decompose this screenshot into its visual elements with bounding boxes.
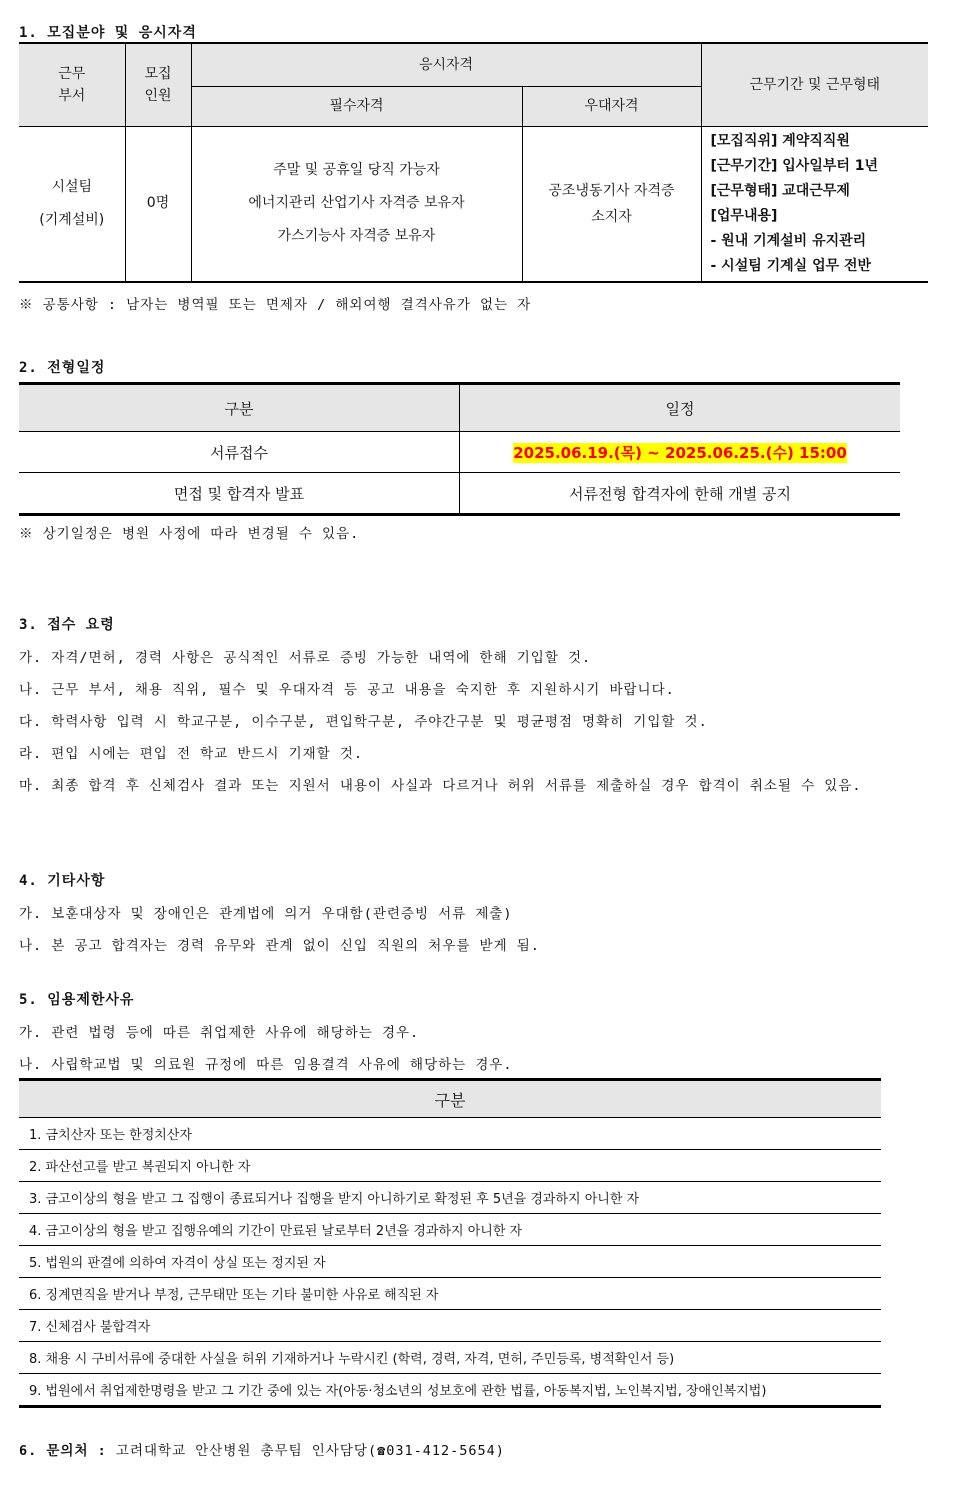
detail-line: [모집직위] 계약직직원 <box>710 132 850 149</box>
required-item: 가스기능사 자격증 보유자 <box>277 228 436 245</box>
section2-title: 2. 전형일정 <box>19 360 106 376</box>
instruction-item: 가. 자격/면허, 경력 사항은 공식적인 서류로 증빙 가능한 내역에 한해 기입할 것. <box>19 650 592 666</box>
schedule-category: 서류접수 <box>19 432 460 473</box>
required-item: 에너지관리 산업기사 자격증 보유자 <box>248 195 465 212</box>
contact-info: 고려대학교 안산병원 총무팀 인사담당(☎031-412-5654) <box>115 1443 505 1459</box>
dept-cell: 시설팀 (기계설비) <box>19 126 125 282</box>
section5-title: 5. 임용제한사유 <box>19 992 135 1008</box>
header-dept: 근무 부서 <box>19 43 125 126</box>
restriction-row: 4. 금고이상의 형을 받고 집행유예의 기간이 만료된 날로부터 2년을 경과하지 아니한 자 <box>19 1214 881 1246</box>
instruction-item: 나. 근무 부서, 채용 직위, 필수 및 우대자격 등 공고 내용을 숙지한 후 지원하시기 바랍니다. <box>19 682 675 698</box>
instruction-item: 마. 최종 합격 후 신체검사 결과 또는 지원서 내용이 사실과 다르거나 허위 서류를 제출하실 경우 합격이 취소될 수 있음. <box>19 778 862 794</box>
detail-line: - 시설팀 기계실 업무 전반 <box>710 257 872 274</box>
section4-title: 4. 기타사항 <box>19 873 106 889</box>
recruitment-table <box>19 42 928 283</box>
count-cell: 0명 <box>125 126 191 282</box>
header-qualification: 응시자격 <box>191 43 701 86</box>
application-period: 2025.06.19.(목) ~ 2025.06.25.(수) 15:00 <box>513 443 847 462</box>
preferred-cell: 공조냉동기사 자격증 소지자 <box>522 126 701 282</box>
restriction-row: 8. 채용 시 구비서류에 중대한 사실을 허위 기재하거나 누락시킨 (학력, 경력, 자격, 면허, 주민등록, 병적확인서 등) <box>19 1342 881 1374</box>
required-cell <box>191 126 522 282</box>
instruction-item: 다. 학력사항 입력 시 학교구분, 이수구분, 편입학구분, 주야간구분 및 평균평점 명확히 기입할 것. <box>19 714 708 730</box>
schedule-category: 면접 및 합격자 발표 <box>19 473 460 515</box>
section3-title: 3. 접수 요령 <box>19 617 115 633</box>
misc-item: 나. 본 공고 합격자는 경력 유무와 관계 없이 신입 직원의 처우를 받게 됨. <box>19 938 540 954</box>
schedule-header-category: 구분 <box>19 384 460 432</box>
header-required: 필수자격 <box>191 86 522 126</box>
restriction-row: 6. 징계면직을 받거나 부정, 근무태만 또는 기타 불미한 사유로 해직된 자 <box>19 1278 881 1310</box>
detail-line: [근무형태] 교대근무제 <box>710 182 850 199</box>
contact-label: 6. 문의처 : <box>19 1443 107 1459</box>
schedule-date <box>460 432 901 473</box>
restriction-table <box>19 1078 881 1408</box>
schedule-header-date: 일정 <box>460 384 901 432</box>
schedule-date: 서류전형 합격자에 한해 개별 공지 <box>569 484 791 503</box>
instruction-item: 라. 편입 시에는 편입 전 학교 반드시 기재할 것. <box>19 746 364 762</box>
contact-line <box>19 1439 505 1459</box>
detail-line: [근무기간] 입사일부터 1년 <box>710 157 879 174</box>
restriction-row: 7. 신체검사 불합격자 <box>19 1310 881 1342</box>
restriction-row: 2. 파산선고를 받고 복권되지 아니한 자 <box>19 1150 881 1182</box>
schedule-note: ※ 상기일정은 병원 사정에 따라 변경될 수 있음. <box>19 526 360 542</box>
section1-title: 1. 모집분야 및 응시자격 <box>19 25 197 41</box>
common-note: ※ 공통사항 : 남자는 병역필 또는 면제자 / 해외여행 결격사유가 없는 자 <box>19 297 532 313</box>
restriction-row: 3. 금고이상의 형을 받고 그 집행이 종료되거나 집행을 받지 아니하기로 확정된 후 5년을 경과하지 아니한 자 <box>19 1182 881 1214</box>
restriction-item: 가. 관련 법령 등에 따른 취업제한 사유에 해당하는 경우. <box>19 1025 420 1041</box>
header-count: 모집 인원 <box>125 43 191 126</box>
detail-line: [업무내용] <box>710 207 778 224</box>
schedule-table <box>19 382 900 516</box>
detail-line: - 원내 기계설비 유지관리 <box>710 232 867 249</box>
header-period: 근무기간 및 근무형태 <box>701 43 928 126</box>
restriction-row: 5. 법원의 판결에 의하여 자격이 상실 또는 정지된 자 <box>19 1246 881 1278</box>
header-preferred: 우대자격 <box>522 86 701 126</box>
restriction-header: 구분 <box>19 1080 881 1118</box>
restriction-row: 9. 법원에서 취업제한명령을 받고 그 기간 중에 있는 자(아동·청소년의 성보호에 관한 법률, 아동복지법, 노인복지법, 장애인복지법) <box>29 1384 767 1399</box>
restriction-item: 나. 사립학교법 및 의료원 규정에 따른 임용결격 사유에 해당하는 경우. <box>19 1057 513 1073</box>
misc-item: 가. 보훈대상자 및 장애인은 관계법에 의거 우대함(관련증빙 서류 제출) <box>19 906 513 922</box>
restriction-row: 1. 금치산자 또는 한정치산자 <box>19 1118 881 1150</box>
required-item: 주말 및 공휴일 당직 가능자 <box>273 162 440 179</box>
details-cell <box>701 126 928 282</box>
